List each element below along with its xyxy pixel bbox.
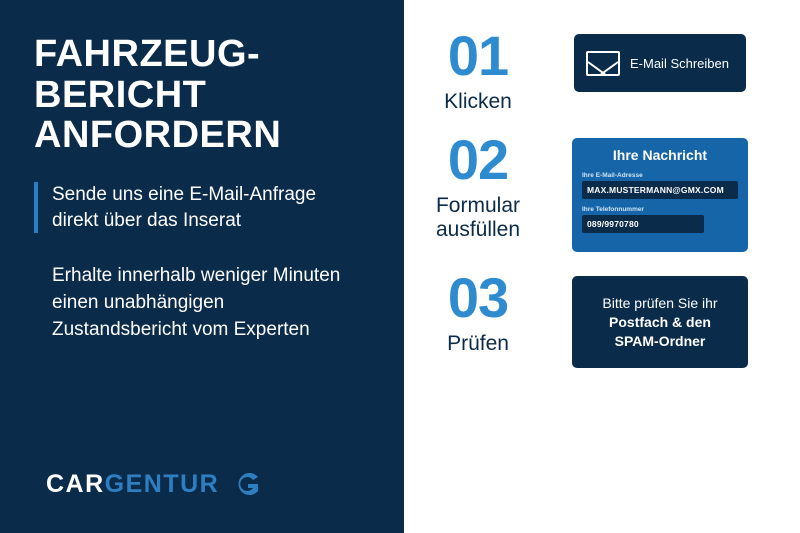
logo [46, 469, 263, 499]
envelope-icon [586, 51, 620, 76]
step-2-label-line-1: Formular [435, 194, 520, 218]
claim-line-1: Sende uns eine E-Mail-Anfrage [52, 183, 317, 205]
email-button-label: E-Mail Schreiben [630, 55, 729, 71]
step-1-number: 01 [447, 24, 509, 87]
phone-field-value: 089/9970780 [587, 219, 639, 230]
headline-line-1: FAHRZEUG- [34, 33, 261, 75]
step-3-label [418, 332, 538, 356]
logo-text-car: CAR [46, 469, 105, 498]
email-write-button[interactable] [574, 34, 746, 92]
step-2-number: 02 [447, 128, 509, 192]
step-2-text [418, 130, 538, 242]
step-item-2 [418, 130, 782, 252]
logo-text-gentur: GENTUR [104, 469, 220, 498]
step-2-label [418, 194, 538, 242]
steps-panel [404, 0, 800, 533]
phone-field-label: Ihre Telefonnummer [582, 206, 645, 214]
logo-wordmark [46, 470, 219, 499]
notice-line-3: SPAM-Ordner [614, 332, 706, 349]
spam-notice-card [572, 276, 748, 368]
step-1-visual [538, 26, 782, 92]
step-1-label-line-1: Klicken [444, 90, 512, 113]
page-title [34, 34, 374, 156]
step-item-1 [418, 26, 782, 114]
email-field-label: Ihre E-Mail-Adresse [582, 172, 643, 180]
step-3-visual [538, 268, 782, 368]
step-1-label [418, 90, 538, 114]
step-2-label-line-2: ausfüllen [435, 218, 521, 242]
step-2-visual [538, 130, 782, 252]
step-1-text [418, 26, 538, 114]
phone-field[interactable] [582, 215, 704, 233]
claim-block [34, 182, 374, 233]
claim-text [52, 182, 316, 233]
form-title: Ihre Nachricht [612, 147, 708, 164]
step-3-number: 03 [447, 266, 509, 330]
message-form-card [572, 138, 748, 252]
accent-bar [34, 182, 38, 233]
notice-line-1: Bitte prüfen Sie ihr [602, 294, 718, 311]
step-item-3 [418, 268, 782, 368]
email-field[interactable] [582, 181, 738, 199]
step-3-text [418, 268, 538, 356]
claim-line-2: direkt über das Inserat [52, 209, 242, 231]
step-3-label-line-1: Prüfen [447, 332, 509, 356]
description-line-2: einen unabhängigen [52, 292, 225, 314]
logo-c-icon [233, 469, 263, 499]
headline-line-3: ANFORDERN [34, 114, 282, 157]
description-line-1: Erhalte innerhalb weniger Minuten [52, 265, 341, 287]
description-line-3: Zustandsbericht vom Experten [52, 319, 310, 341]
description-text [34, 263, 374, 344]
headline-line-2: BERICHT [34, 73, 207, 116]
email-field-value: MAX.MUSTERMANN@GMX.COM [587, 185, 724, 196]
notice-line-2: Postfach & den [609, 313, 711, 330]
